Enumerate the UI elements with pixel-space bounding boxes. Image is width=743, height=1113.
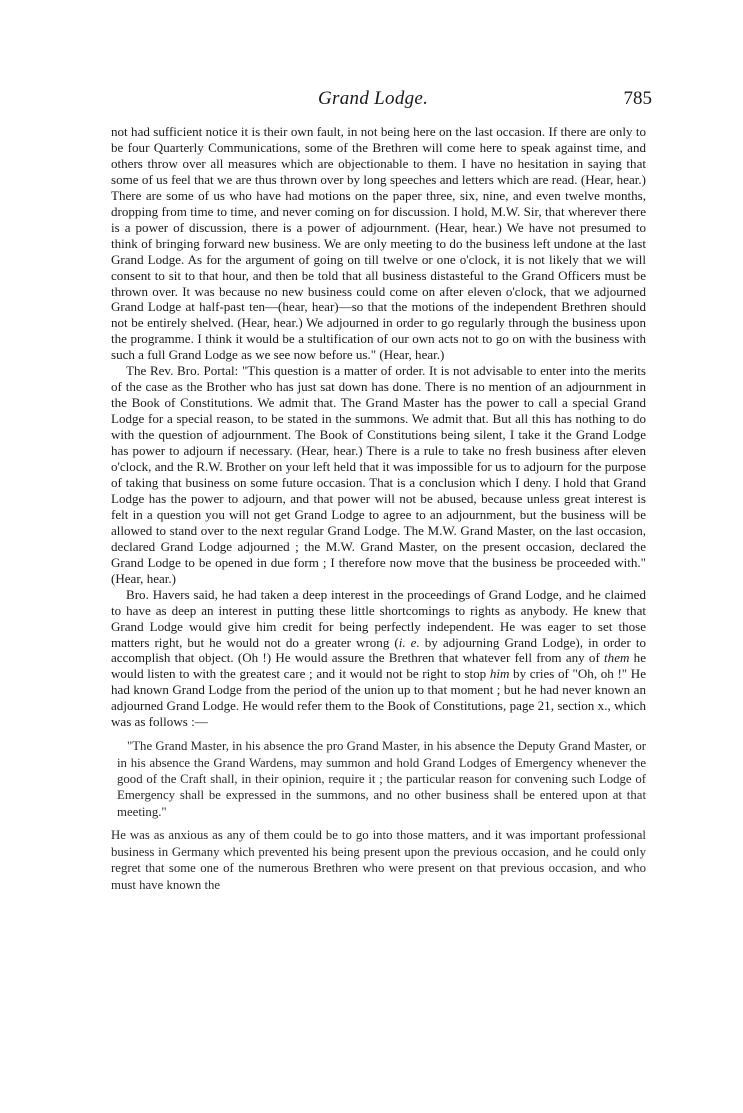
paragraph-portal-speech: The Rev. Bro. Portal: "This question is a matter of order. It is not advisable to enter into the merits of the case as the Brother who has just sat down has done. There is no mention of an adjournment in the Book of Constitutions. We admit that. The Grand Master has the power to call a special Grand Lodge for a special reason, to be stated in the summons. We admit that. But all this has nothing to do with the question of adjournment. The Book of Constitutions being silent, I take it the Grand Lodge has power to adjourn if necessary. (Hear, hear.) There is a rule to take no fresh business after eleven o'clock, and the R.W. Brother on your left held that it was impossible for us to adjourn for the purpose of taking that business on some future occasion. That is a conclusion which I deny. I hold that Grand Lodge has the power to adjourn, and that power will not be abused, because unless great interest is felt in a question you will not get Grand Lodge to agree to an adjournment, but the business will be allowed to stand over to the next regular Grand Lodge. The M.W. Grand Master, on the last occasion, declared Grand Lodge adjourned ; the M.W. Grand Master, on the present occasion, declared the Grand Lodge to be opened in due form ; I therefore now move that the business be proceeded with." (Hear, hear.) [111, 363, 646, 586]
paragraph-after-quotation: He was as anxious as any of them could be to go into those matters, and it was important professional business in Germany which prevented his being present upon the previous occasion, and he could only regret that some one of the numerous Brethren who were present on that previous occasion, and who must have known the [111, 828, 646, 893]
running-title: Grand Lodge. [318, 88, 429, 109]
havers-text-part-1: Bro. Havers said, he had taken a deep interest in the proceedings of Grand Lodge, and he claimed to have as deep an interest in putting these little shortcomings to rights as anybody. He knew that Grand Lodge would give him credit for being perfectly independent. He was eager to set those matters right, but he would not do a greater wrong ( [111, 586, 646, 650]
page-header [110, 88, 652, 116]
constitutions-quotation: "The Grand Master, in his absence the pro Grand Master, in his absence the Deputy Grand Master, or in his absence the Grand Wardens, may summon and hold Grand Lodges of Emergency whenever the good of the Craft shall, in their opinion, require it ; the particular reason for convening such Lodge of Emergency shall be expressed in the summons, and no other business shall be entered upon at that meeting." [117, 739, 646, 819]
havers-text-part-3: he would listen to with the greatest care ; and it would not be right to stop [111, 650, 646, 682]
page-number: 785 [623, 88, 652, 109]
havers-italic-ie: i. e. [398, 634, 420, 650]
havers-italic-him: him [489, 666, 510, 682]
paragraph-havers-speech [111, 587, 646, 731]
havers-text-part-2: by adjourning Grand Lodge), in order to accomplish that object. (Oh !) He would assure the Brethren that whatever fell from any of [111, 634, 646, 666]
paragraph-continued-speech: not had sufficient notice it is their own fault, in not being here on the last occasion. If there are only to be four Quarterly Communications, some of the Brethren will come here to speak against time, and others throw over all measures which are objectionable to them. I have no hesitation in saying that some of us feel that we are thus thrown over by long speeches and letters which are read. (Hear, hear.) There are some of us who have had motions on the paper three, six, nine, and even twelve months, dropping from time to time, and never coming on for discussion. I hold, M.W. Sir, that wherever there is a power of discussion, there is a power of adjournment. (Hear, hear.) We have not presumed to think of bringing forward new business. We are only meeting to do the business left undone at the last Grand Lodge. As for the argument of going on till twelve or one o'clock, it is not likely that we will consent to sit to that hour, and then be told that all business distasteful to the Grand Officers must be thrown over. It was because no new business could come on after eleven o'clock, that we adjourned Grand Lodge at half-past ten—(hear, hear)—so that the motions of the independent Brethren should not be entirely shelved. (Hear, hear.) We adjourned in order to go regularly through the business upon the programme. I think it would be a stultification of our own acts not to go on with the business with such a full Grand Lodge as we see now before us." (Hear, hear.) [111, 124, 646, 363]
article-body [111, 124, 646, 894]
havers-italic-them: them [604, 650, 630, 666]
havers-text-part-4: by cries of "Oh, oh !" He had known Grand Lodge from the period of the union up to that moment ; but he had never known an adjourned Grand Lodge. He would refer them to the Book of Constitutions, page 21, section x., which was as follows :— [111, 666, 646, 730]
